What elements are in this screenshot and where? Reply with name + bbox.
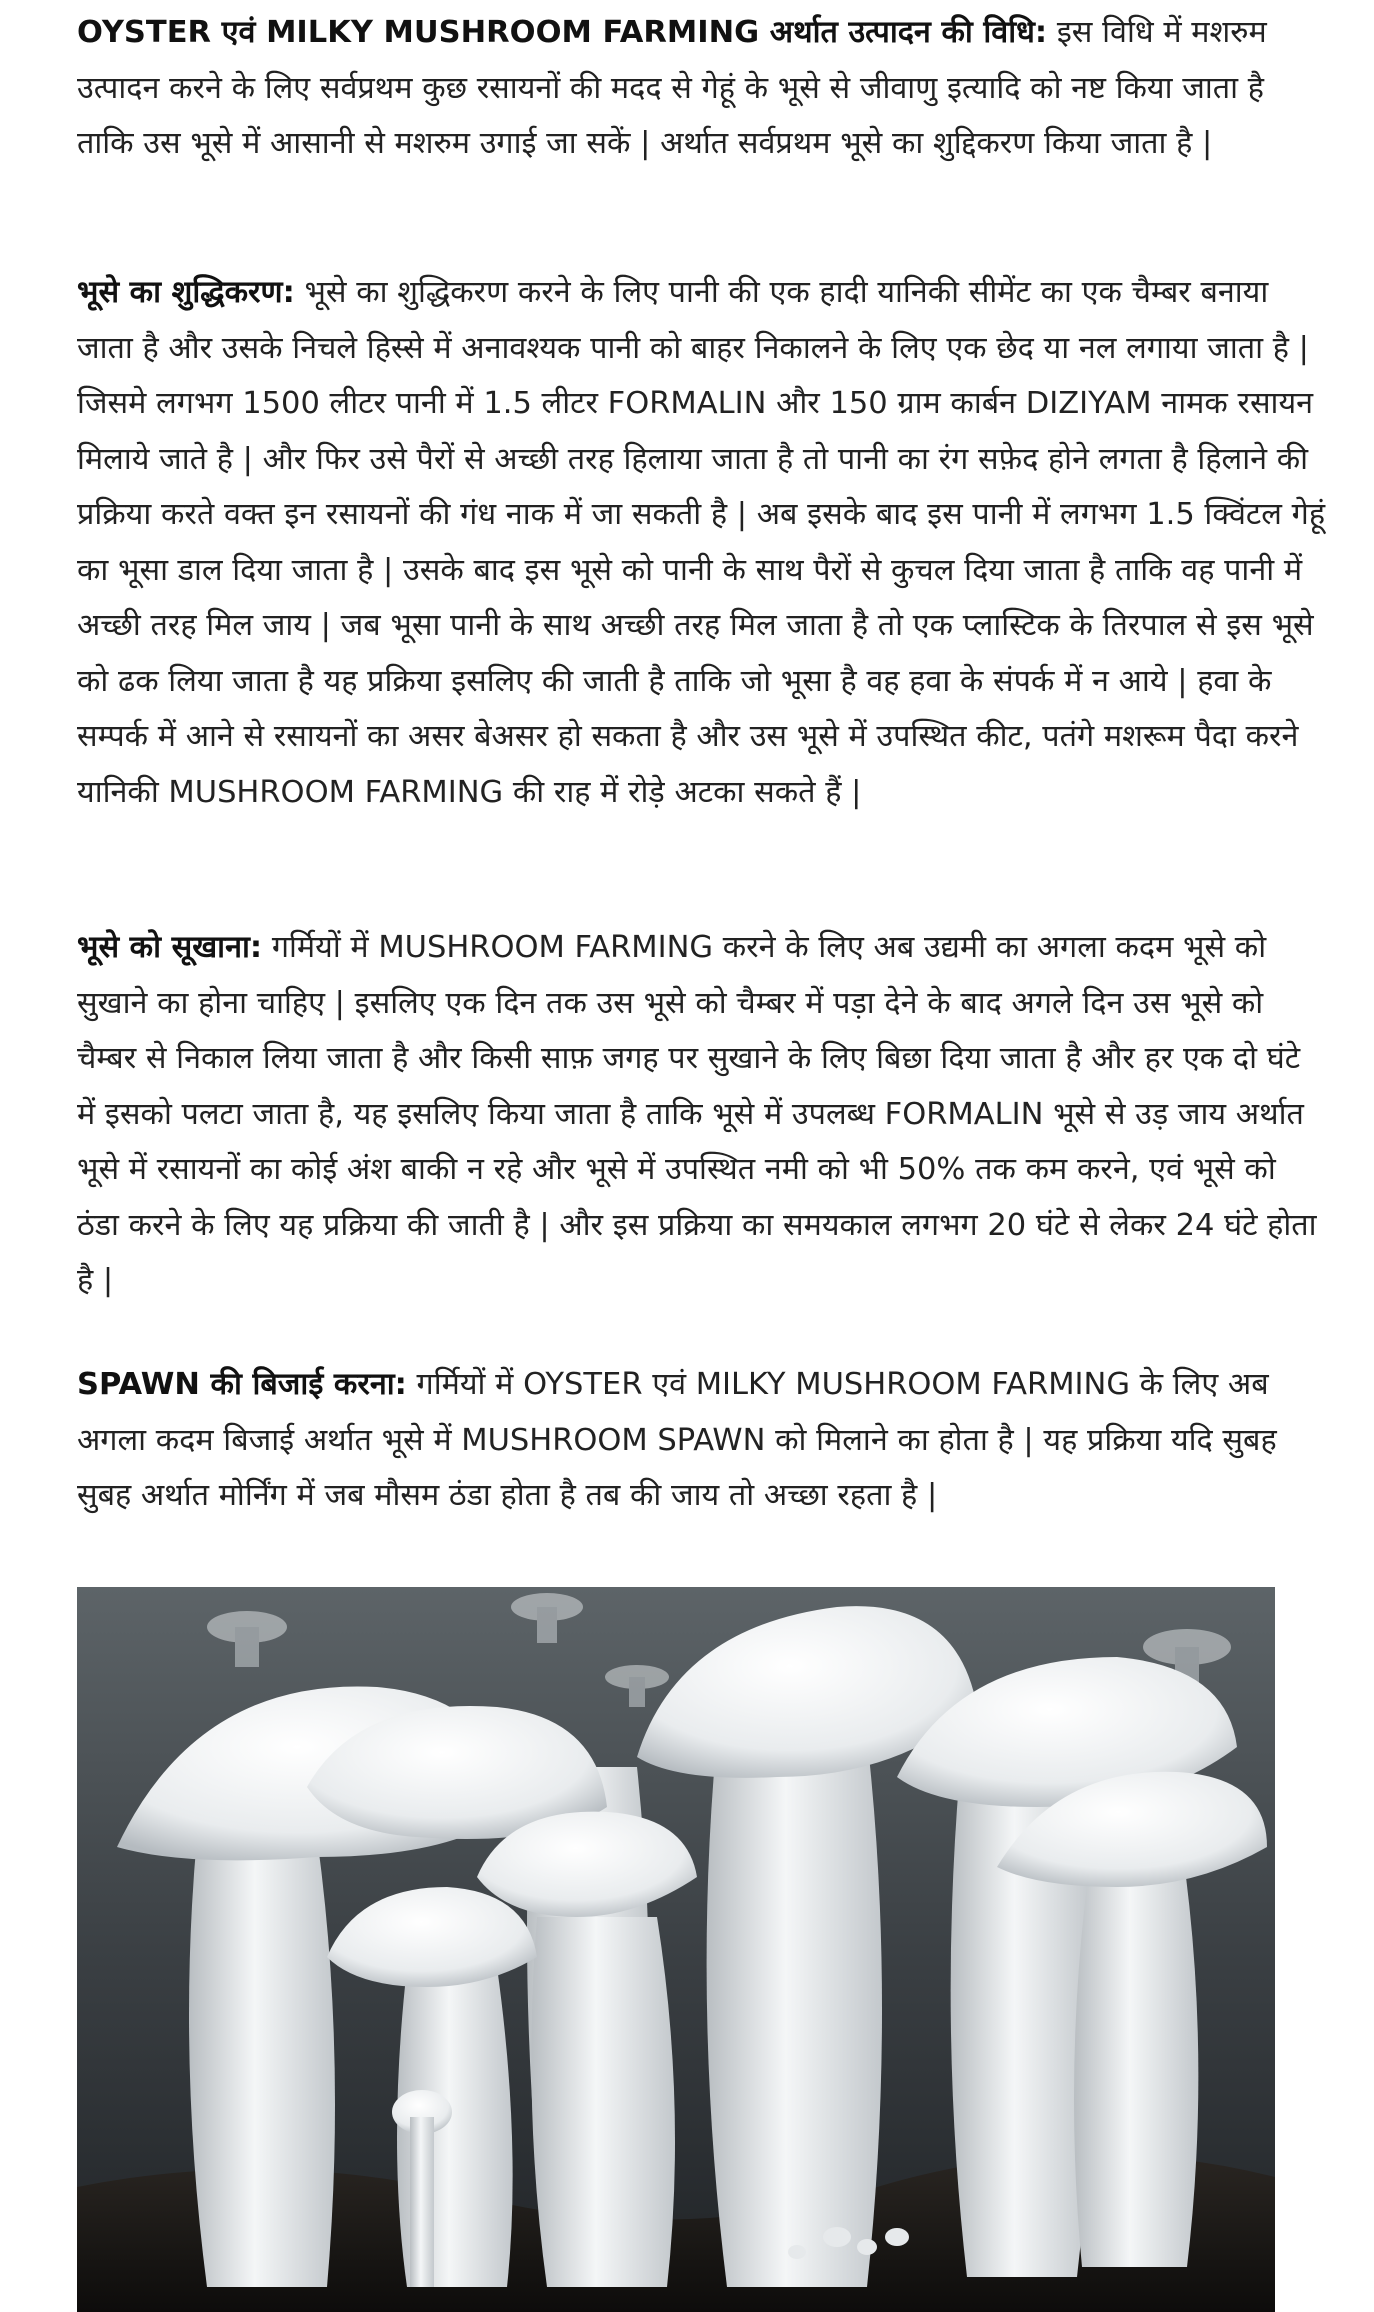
paragraph-text: गर्मियों में OYSTER एवं MILKY MUSHROOM FARMING के लिए अब अगला कदम बिजाई अर्थात भूसे में MUSHROOM SPAWN को मिलाने का होता है | यह प्रक्रिया यदि सुबह सुबह अर्थात मोर्निंग में जब मौसम ठंडा होता है तब की जाय तो अच्छा रहता है |: [77, 1367, 1277, 1513]
paragraph-heading: OYSTER एवं MILKY MUSHROOM FARMING अर्थात उत्पादन की विधि:: [77, 15, 1048, 50]
paragraph-heading: भूसे का शुद्धिकरण:: [77, 275, 295, 310]
paragraph-heading: SPAWN की बिजाई करना:: [77, 1367, 407, 1402]
paragraph-text: इस विधि में मशरुम उत्पादन करने के लिए सर्वप्रथम कुछ रसायनों की मदद से गेहूं के भूसे से जीवाणु इत्यादि को नष्ट किया जाता है ताकि उस भूसे में आसानी से मशरुम उगाई जा सकें | अर्थात सर्वप्रथम भूसे का शुद्दिकरण किया जाता है |: [77, 15, 1267, 161]
paragraph-straw-purification: [77, 265, 1327, 820]
paragraph-straw-drying: [77, 920, 1317, 1309]
mushroom-illustration: [77, 1587, 1275, 2312]
paragraph-text: भूसे का शुद्धिकरण करने के लिए पानी की एक हादी यानिकी सीमेंट का एक चैम्बर बनाया जाता है और उसके निचले हिस्से में अनावश्यक पानी को बाहर निकालने के लिए एक छेद या नल लगाया जाता है | जिसमे लगभग 1500 लीटर पानी में 1.5 लीटर FORMALIN और 150 ग्राम कार्बन DIZIYAM नामक रसायन मिलाये जाते है | और फिर उसे पैरों से अच्छी तरह हिलाया जाता है तो पानी का रंग सफ़ेद होने लगता है हिलाने की प्रक्रिया करते वक्त इन रसायनों की गंध नाक में जा सकती है | अब इसके बाद इस पानी में लगभग 1.5 क्विंटल गेहूं का भूसा डाल दिया जाता है | उसके बाद इस भूसे को पानी के साथ पैरों से कुचल दिया जाता है ताकि वह पानी में अच्छी तरह मिल जाय | जब भूसा पानी के साथ अच्छी तरह मिल जाता है तो एक प्लास्टिक के तिरपाल से इस भूसे को ढक लिया जाता है यह प्रक्रिया इसलिए की जाती है ताकि जो भूसा है वह हवा के संपर्क में न आये | हवा के सम्पर्क में आने से रसायनों का असर बेअसर हो सकता है और उस भूसे में उपस्थित कीट, पतंगे मशरूम पैदा करने यानिकी MUSHROOM FARMING की राह में रोड़े अटका सकते हैं |: [77, 275, 1326, 810]
paragraph-text: गर्मियों में MUSHROOM FARMING करने के लिए अब उद्यमी का अगला कदम भूसे को सुखाने का होना चाहिए | इसलिए एक दिन तक उस भूसे को चैम्बर में पड़ा देने के बाद अगले दिन उस भूसे को चैम्बर से निकाल लिया जाता है और किसी साफ़ जगह पर सुखाने के लिए बिछा दिया जाता है और हर एक दो घंटे में इसको पलटा जाता है, यह इसलिए किया जाता है ताकि भूसे में उपलब्ध FORMALIN भूसे से उड़ जाय अर्थात भूसे में रसायनों का कोई अंश बाकी न रहे और भूसे में उपस्थित नमी को भी 50% तक कम करने, एवं भूसे को ठंडा करने के लिए यह प्रक्रिया की जाती है | और इस प्रक्रिया का समयकाल लगभग 20 घंटे से लेकर 24 घंटे होता है |: [77, 930, 1317, 1298]
paragraph-spawn-sowing: [77, 1357, 1317, 1524]
paragraph-heading: भूसे को सूखाना:: [77, 930, 263, 965]
paragraph-cultivation-method: [77, 5, 1317, 172]
mushroom-photo: [77, 1587, 1275, 2312]
